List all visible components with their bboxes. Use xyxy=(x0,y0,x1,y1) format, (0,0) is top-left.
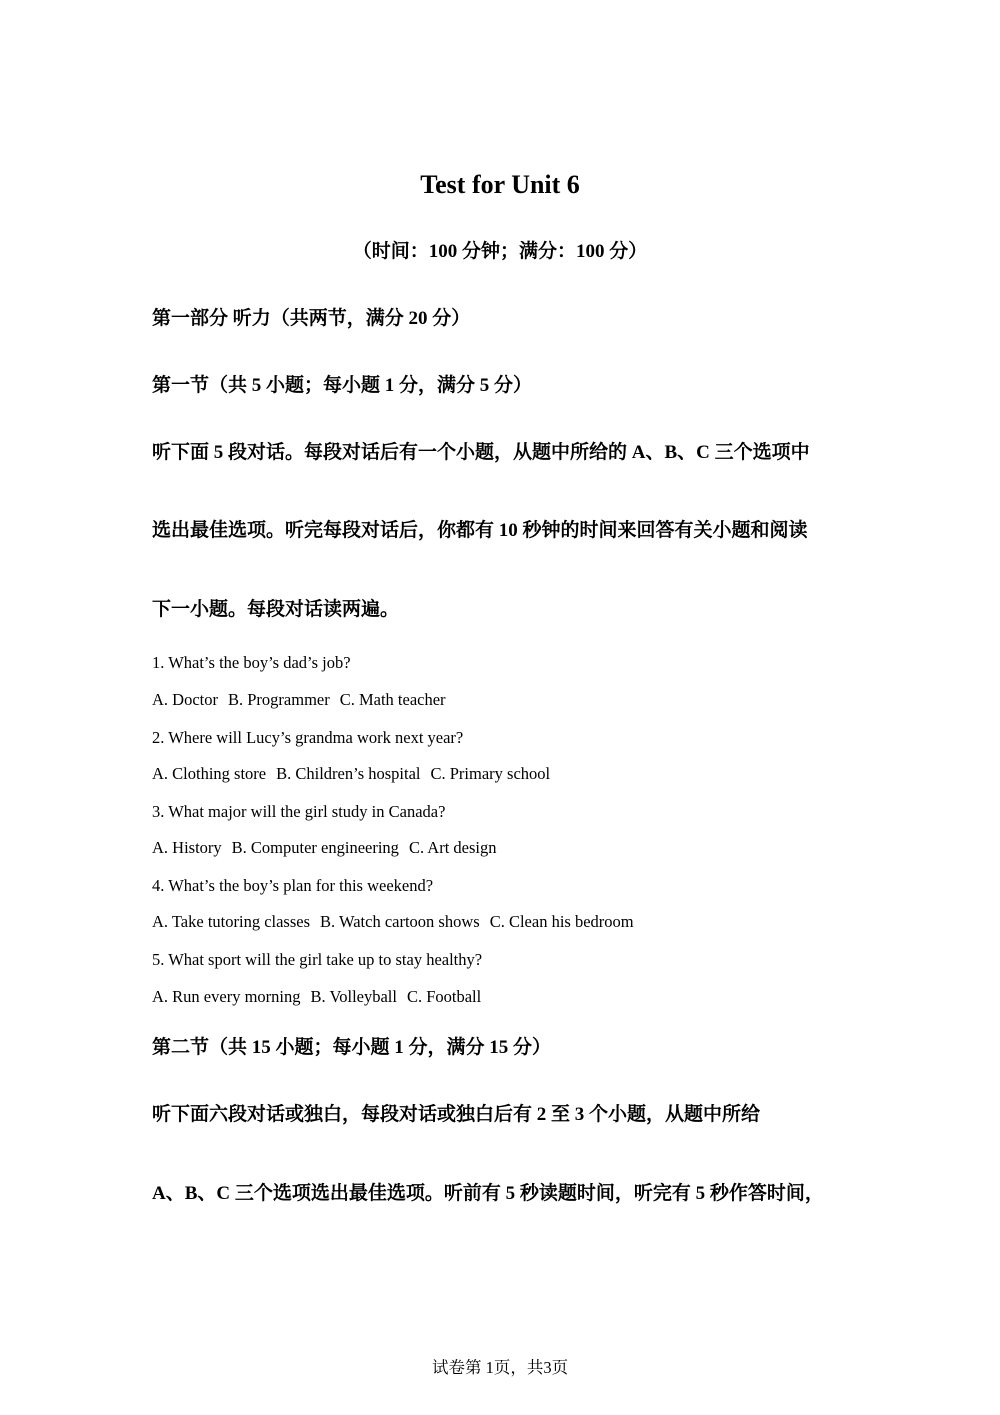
section1-instruction-line: 听下面 5 段对话。每段对话后有一个小题，从题中所给的 A、B、C 三个选项中 xyxy=(152,442,810,463)
option-a: A. Run every morning xyxy=(152,987,301,1006)
question-2: 2. Where will Lucy’s grandma work next year? xyxy=(152,728,464,747)
option-c: C. Football xyxy=(406,987,482,1006)
part1-heading: 第一部分 听力（共两节，满分 20 分） xyxy=(152,308,471,329)
option-a: A. History xyxy=(152,838,222,857)
section1-instruction-line: 选出最佳选项。听完每段对话后，你都有 10 秒钟的时间来回答有关小题和阅读 xyxy=(152,520,808,541)
option-b: B. Computer engineering xyxy=(231,838,399,857)
page-footer: 试卷第 1页，共3页 xyxy=(431,1358,569,1377)
option-a: A. Clothing store xyxy=(152,764,267,783)
section2-heading: 第二节（共 15 小题；每小题 1 分，满分 15 分） xyxy=(152,1037,552,1058)
question-4: 4. What’s the boy’s plan for this weekend? xyxy=(152,876,434,895)
question-3: 3. What major will the girl study in Canada? xyxy=(152,802,446,821)
page-title: Test for Unit 6 xyxy=(420,170,580,199)
question-1: 1. What’s the boy’s dad’s job? xyxy=(152,653,351,672)
question-5: 5. What sport will the girl take up to stay healthy? xyxy=(152,950,483,969)
option-c: C. Art design xyxy=(408,838,497,857)
option-a: A. Take tutoring classes xyxy=(152,912,311,931)
section1-heading: 第一节（共 5 小题；每小题 1 分，满分 5 分） xyxy=(152,375,533,396)
option-c: C. Clean his bedroom xyxy=(489,912,634,931)
option-b: B. Volleyball xyxy=(310,987,397,1006)
exam-time-score: （时间：100 分钟；满分：100 分） xyxy=(352,241,648,262)
option-c: C. Primary school xyxy=(430,764,551,783)
question-2-options xyxy=(152,762,550,786)
option-b: B. Programmer xyxy=(227,690,330,709)
question-1-options xyxy=(152,688,446,712)
option-a: A. Doctor xyxy=(152,690,218,709)
section1-instruction-line: 下一小题。每段对话读两遍。 xyxy=(152,599,400,620)
option-b: B. Watch cartoon shows xyxy=(320,912,480,931)
option-c: C. Math teacher xyxy=(339,690,446,709)
option-b: B. Children’s hospital xyxy=(276,764,421,783)
section2-instruction-line: A、B、C 三个选项选出最佳选项。听前有 5 秒读题时间，听完有 5 秒作答时间， xyxy=(152,1183,824,1204)
question-3-options xyxy=(152,836,496,860)
question-5-options xyxy=(152,985,481,1009)
question-4-options xyxy=(152,910,634,934)
section2-instruction-line: 听下面六段对话或独白，每段对话或独白后有 2 至 3 个小题，从题中所给 xyxy=(152,1104,761,1125)
